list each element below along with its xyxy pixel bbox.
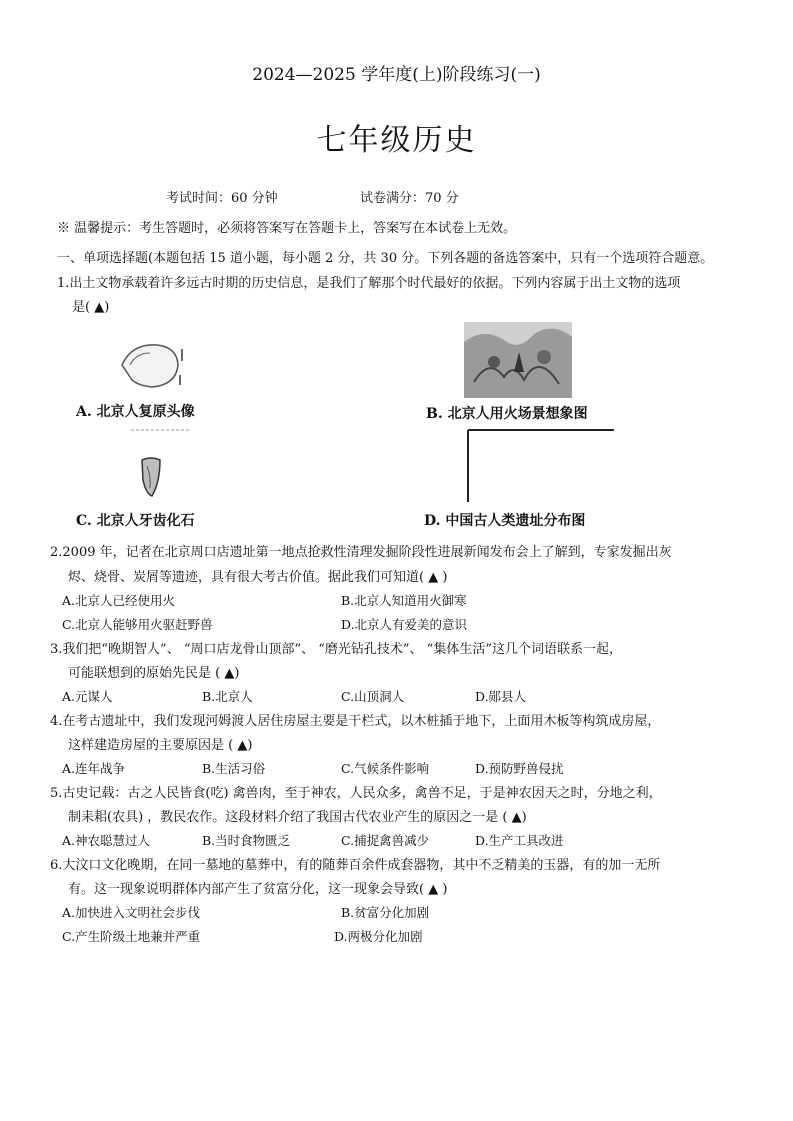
q3-option-c: C.山顶洞人 (341, 689, 405, 704)
q1-option-c: C. 北京人牙齿化石 (76, 513, 195, 529)
q2-option-a: A.北京人已经使用火 (62, 593, 176, 608)
q2-option-b: B.北京人知道用火御寒 (341, 593, 467, 608)
q5-stem-line2: 制耒耜(农具) ，教民农作。这段材料介绍了我国古代农业产生的原因之一是 ( ▲) (68, 810, 527, 825)
q6-option-d: D.两极分化加剧 (334, 929, 423, 944)
q6-option-a: A.加快进入文明社会步伐 (62, 905, 201, 920)
q4-stem-line2: 这样建造房屋的主要原因是 ( ▲) (68, 738, 253, 753)
q1-option-d: D. 中国古人类遗址分布图 (424, 513, 586, 529)
q5-option-d: D.生产工具改进 (475, 833, 564, 848)
q5-option-c: C.捕捉禽兽减少 (341, 833, 430, 848)
q4-option-b: B.生活习俗 (202, 761, 266, 776)
q2-stem-line1: 2.2009 年，记者在北京周口店遗址第一地点抢救性清理发掘阶段性进展新闻发布会上了解到，专家发掘出灰 (50, 545, 672, 560)
q3-option-a: A.元谋人 (62, 689, 113, 704)
q6-option-b: B.贫富分化加剧 (341, 905, 430, 920)
q4-option-a: A.连年战争 (62, 761, 126, 776)
q5-option-a: A.神农聪慧过人 (62, 833, 151, 848)
tooth-fossil-image (138, 456, 164, 498)
q1-option-b: B. 北京人用火场景想象图 (426, 406, 588, 422)
q6-stem-line1: 6.大汶口文化晚期，在同一墓地的墓葬中，有的随葬百余件成套器物，其中不乏精美的玉器，有的加一无所 (50, 858, 661, 873)
q5-option-b: B.当时食物匮乏 (202, 833, 291, 848)
q3-option-d: D.郧县人 (475, 689, 527, 704)
q4-option-d: D.预防野兽侵扰 (475, 761, 564, 776)
q6-option-c: C.产生阶级土地兼并严重 (62, 929, 201, 944)
q1-option-a: A. 北京人复原头像 (76, 404, 195, 420)
q4-option-c: C.气候条件影响 (341, 761, 430, 776)
subject-title: 七年级历史 (316, 123, 477, 158)
fire-scene-image (464, 322, 572, 398)
q3-stem-line2: 可能联想到的原始先民是 ( ▲) (68, 666, 240, 681)
q3-option-b: B.北京人 (202, 689, 253, 704)
q6-stem-line2: 有。这一现象说明群体内部产生了贫富分化，这一现象会导致( ▲ ) (68, 882, 448, 897)
q4-stem-line1: 4.在考古遗址中，我们发现河姆渡人居住房屋主要是干栏式，以木桩插于地下，上面用木板等构筑成房屋， (50, 714, 661, 729)
q5-stem-line1: 5.古史记载：古之人民皆食(吃) 禽兽肉，至于神农，人民众多，禽兽不足，于是神农因天之时，分地之利， (50, 786, 662, 801)
q2-option-c: C.北京人能够用火驱赶野兽 (62, 617, 213, 632)
q2-stem-line2: 烬、烧骨、炭屑等遗迹，具有很大考古价值。据此我们可知道( ▲ ) (68, 570, 448, 585)
q2-option-d: D.北京人有爱美的意识 (341, 617, 468, 632)
section-1-title: 一、单项选择题(本题包括 15 道小题，每小题 2 分，共 30 分。下列各题的备选答案中，只有一个选项符合题意。 (57, 251, 714, 266)
q1-stem-line2: 是( ▲) (72, 300, 110, 315)
q3-stem-line1: 3.我们把“晚期智人”、 “周口店龙骨山顶部”、 “磨光钻孔技术”、 “集体生活”这几个词语联系一起， (50, 642, 622, 657)
q1-stem-line1: 1.出土文物承载着许多远古时期的历史信息，是我们了解那个时代最好的依据。下列内容属于出土文物的选项 (57, 276, 681, 291)
exam-time: 考试时间：60 分钟 (166, 191, 278, 206)
reconstructed-head-image (112, 335, 190, 395)
exam-term-title: 2024—2025 学年度(上)阶段练习(一) (252, 65, 541, 85)
site-distribution-map-image (466, 428, 616, 504)
divider-mark (131, 427, 191, 433)
notice: ※ 温馨提示：考生答题时，必须将答案写在答题卡上，答案写在本试卷上无效。 (57, 221, 517, 236)
full-score: 试卷满分：70 分 (360, 191, 459, 206)
